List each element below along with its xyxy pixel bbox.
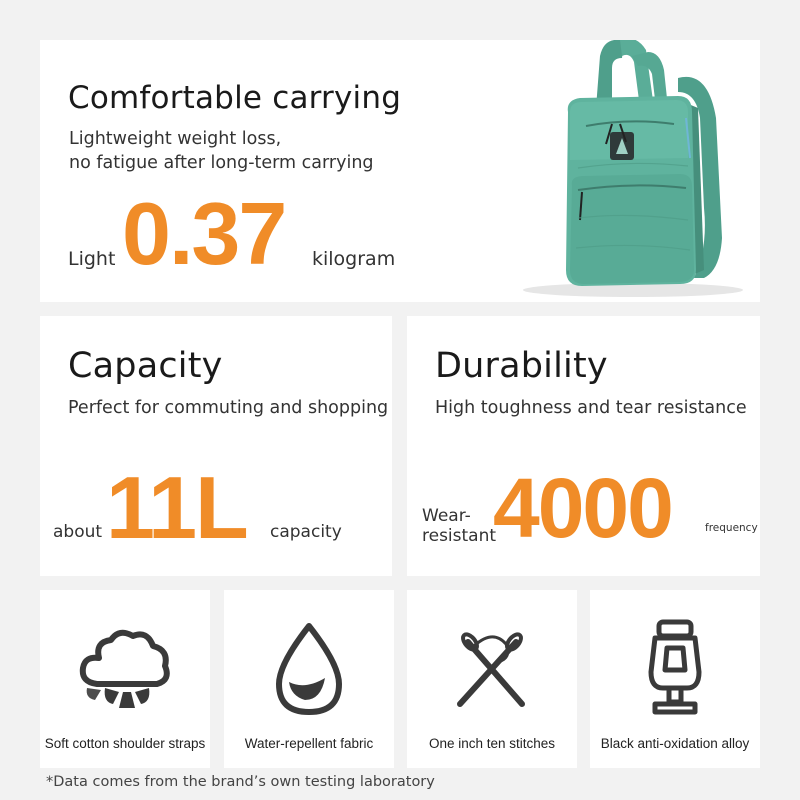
capacity-subtitle: Perfect for commuting and shopping <box>68 398 389 418</box>
capacity-value: 11L <box>106 458 247 557</box>
durability-subtitle: High toughness and tear resistance <box>435 398 747 418</box>
durability-prefix-line2: resistant <box>422 526 497 546</box>
capacity-prefix: about <box>53 522 103 542</box>
carry-title: Comfortable carrying <box>68 80 402 116</box>
carry-unit: kilogram <box>312 248 396 270</box>
durability-value: 4000 <box>493 461 672 555</box>
feature-label-alloy: Black anti-oxidation alloy <box>600 736 750 751</box>
carry-prefix: Light <box>68 248 116 270</box>
durability-unit: frequency <box>705 522 758 534</box>
carry-subtitle-line1: Lightweight weight loss, <box>69 129 282 149</box>
feature-label-cotton: Soft cotton shoulder straps <box>44 736 206 751</box>
durability-card <box>407 316 760 576</box>
capacity-unit: capacity <box>270 522 342 542</box>
durability-title: Durability <box>435 346 608 386</box>
footnote: *Data comes from the brand’s own testing laboratory <box>46 774 435 790</box>
feature-label-water: Water-repellent fabric <box>244 736 374 751</box>
backpack-image <box>508 40 758 302</box>
feature-label-stitches: One inch ten stitches <box>428 736 556 751</box>
water-drop-icon <box>259 618 359 718</box>
capacity-card <box>40 316 392 576</box>
feature-card-cotton <box>40 590 210 768</box>
needle-thread-icon <box>442 618 542 718</box>
capacity-title: Capacity <box>68 346 223 386</box>
feature-card-water <box>224 590 394 768</box>
feature-card-alloy <box>590 590 760 768</box>
zipper-pull-icon <box>625 618 725 718</box>
cotton-icon <box>75 618 175 718</box>
feature-card-stitches <box>407 590 577 768</box>
carry-subtitle-line2: no fatigue after long-term carrying <box>69 153 374 173</box>
durability-prefix-line1: Wear- <box>422 506 471 526</box>
comfortable-carrying-card <box>40 40 760 302</box>
carry-weight-value: 0.37 <box>122 184 286 283</box>
